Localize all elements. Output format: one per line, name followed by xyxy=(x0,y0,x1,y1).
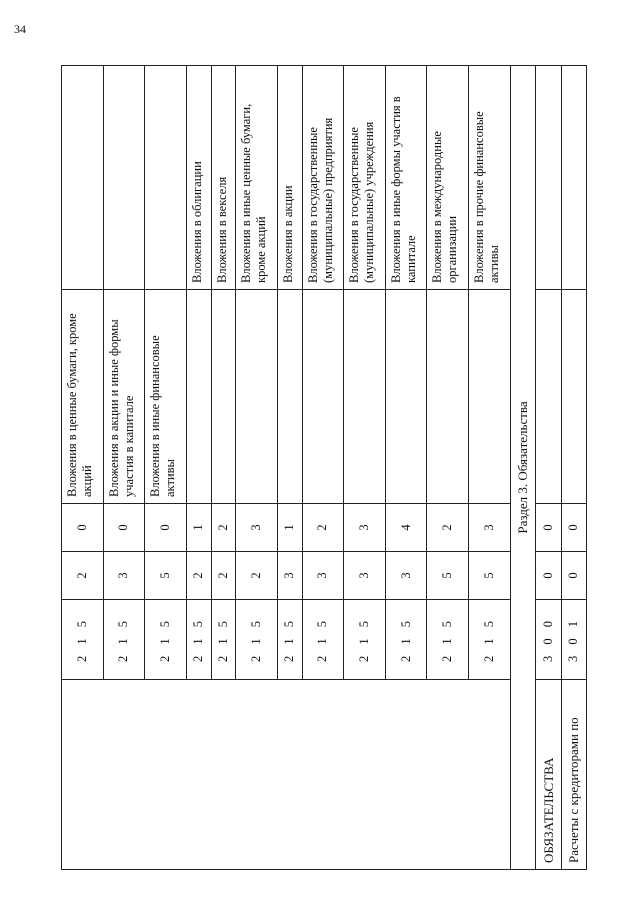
type-name-cell xyxy=(561,66,587,290)
account-code-cell: 2 1 5 xyxy=(62,600,104,680)
group-code-cell: 5 xyxy=(427,552,469,600)
type-name-cell: Вложения в акции xyxy=(277,66,302,290)
type-name-cell: Вложения в государственные (муниципальные) предприятия xyxy=(302,66,344,290)
group-name-cell xyxy=(236,290,278,504)
group-name-cell: Вложения в иные финансовые активы xyxy=(145,290,187,504)
account-code-cell: 2 1 5 xyxy=(302,600,344,680)
type-name-cell: Вложения в облигации xyxy=(186,66,211,290)
group-name-cell xyxy=(344,290,386,504)
group-code-cell: 2 xyxy=(211,552,236,600)
group-name-cell xyxy=(427,290,469,504)
type-code-cell: 4 xyxy=(385,504,427,552)
group-code-cell: 3 xyxy=(344,552,386,600)
type-code-cell: 0 xyxy=(103,504,145,552)
group-name-cell xyxy=(536,290,561,504)
group-name-cell xyxy=(561,290,587,504)
type-code-cell: 0 xyxy=(561,504,587,552)
type-code-cell: 0 xyxy=(145,504,187,552)
page-number: 34 xyxy=(14,22,26,36)
account-code-cell: 2 1 5 xyxy=(344,600,386,680)
group-code-cell: 5 xyxy=(145,552,187,600)
group-name-cell xyxy=(385,290,427,504)
type-name-cell: Вложения в векселя xyxy=(211,66,236,290)
table-row xyxy=(62,66,104,870)
type-name-cell xyxy=(62,66,104,290)
group-code-cell: 0 xyxy=(536,552,561,600)
type-name-cell: Вложения в иные ценные бумаги, кроме акций xyxy=(236,66,278,290)
type-code-cell: 3 xyxy=(469,504,511,552)
group-code-cell: 0 xyxy=(561,552,587,600)
type-code-cell: 0 xyxy=(62,504,104,552)
group-name-cell xyxy=(277,290,302,504)
group-name-cell xyxy=(469,290,511,504)
group-code-cell: 3 xyxy=(385,552,427,600)
account-code-cell: 2 1 5 xyxy=(427,600,469,680)
type-code-cell: 0 xyxy=(536,504,561,552)
type-name-cell: Вложения в иные формы участия в капитале xyxy=(385,66,427,290)
type-code-cell: 3 xyxy=(236,504,278,552)
type-name-cell xyxy=(145,66,187,290)
table-row xyxy=(561,66,587,870)
account-code-cell: 2 1 5 xyxy=(145,600,187,680)
account-code-cell: 2 1 5 xyxy=(236,600,278,680)
accounts-table xyxy=(61,65,587,870)
group-name-cell xyxy=(302,290,344,504)
type-code-cell: 1 xyxy=(186,504,211,552)
group-code-cell: 2 xyxy=(186,552,211,600)
rotated-table-container xyxy=(61,65,587,870)
account-code-cell: 2 1 5 xyxy=(385,600,427,680)
account-code-cell: 2 1 5 xyxy=(277,600,302,680)
group-name-cell: Вложения в ценные бумаги, кроме акций xyxy=(62,290,104,504)
account-code-cell: 2 1 5 xyxy=(211,600,236,680)
group-code-cell: 2 xyxy=(236,552,278,600)
group-code-cell: 3 xyxy=(103,552,145,600)
section-row xyxy=(510,66,535,870)
type-name-cell: Вложения в государственные (муниципальные) учреждения xyxy=(344,66,386,290)
account-name-cell: Расчеты с кредиторами по xyxy=(561,680,587,870)
account-code-cell: 2 1 5 xyxy=(186,600,211,680)
group-name-cell xyxy=(186,290,211,504)
type-code-cell: 2 xyxy=(302,504,344,552)
type-code-cell: 2 xyxy=(427,504,469,552)
type-name-cell xyxy=(103,66,145,290)
group-name-cell: Вложения в акции и иные формы участия в капитале xyxy=(103,290,145,504)
section-title: Раздел 3. Обязательства xyxy=(510,66,535,870)
type-name-cell: Вложения в прочие финансовые активы xyxy=(469,66,511,290)
account-name-cell: ОБЯЗАТЕЛЬСТВА xyxy=(536,680,561,870)
group-name-cell xyxy=(211,290,236,504)
group-code-cell: 3 xyxy=(277,552,302,600)
type-code-cell: 3 xyxy=(344,504,386,552)
group-code-cell: 2 xyxy=(62,552,104,600)
type-code-cell: 1 xyxy=(277,504,302,552)
table-row xyxy=(536,66,561,870)
type-code-cell: 2 xyxy=(211,504,236,552)
group-code-cell: 5 xyxy=(469,552,511,600)
account-code-cell: 2 1 5 xyxy=(469,600,511,680)
account-code-cell: 3 0 1 xyxy=(561,600,587,680)
type-name-cell xyxy=(536,66,561,290)
account-name-cell xyxy=(62,680,511,870)
type-name-cell: Вложения в международные организации xyxy=(427,66,469,290)
account-code-cell: 3 0 0 xyxy=(536,600,561,680)
group-code-cell: 3 xyxy=(302,552,344,600)
account-code-cell: 2 1 5 xyxy=(103,600,145,680)
